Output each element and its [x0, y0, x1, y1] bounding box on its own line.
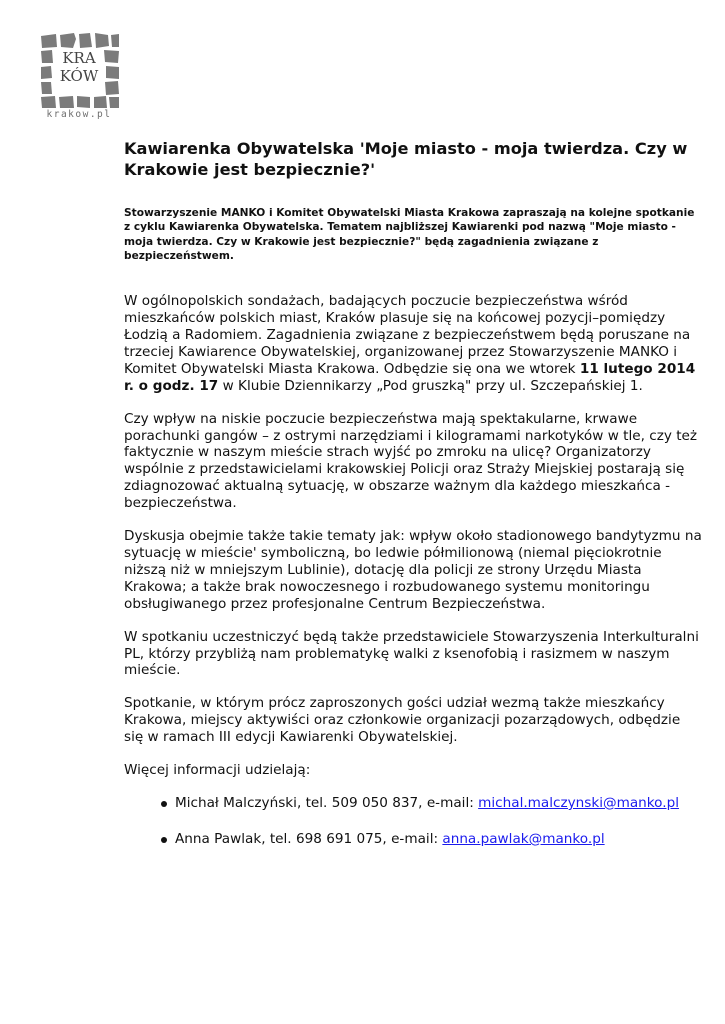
krakow-logo: [38, 30, 120, 122]
paragraph-1: [124, 293, 702, 394]
logo-word-top: KRA: [62, 49, 96, 67]
article-title: Kawiarenka Obywatelska 'Moje miasto - moja twierdza. Czy w Krakowie jest bezpiecznie?': [124, 139, 688, 179]
paragraph-4: W spotkaniu uczestniczyć będą także przedstawiciele Stowarzyszenia Interkulturalni PL, którzy przybliżą nam problematykę walki z ksenofobią i rasizmem w naszym mieście.: [124, 628, 699, 679]
paragraph-1-text-a: W ogólnopolskich sondażach, badających poczucie bezpieczeństwa wśród mieszkańców polskich miast, Kraków plasuje się na końcowej pozycji–pomiędzy Łodzią a Radomiem. Zagadnienia związane z bezpieczeństwem będą poruszane na trzeciej Kawiarence Obywatelskiej, organizowanej przez Stowarzyszenie MANKO i Komitet Obywatelski Miasta Krakowa. Odbędzie się ona we wtorek: [124, 293, 691, 377]
list-item: [124, 795, 702, 812]
email-link[interactable]: anna.pawlak@manko.pl: [442, 830, 605, 847]
paragraph-6: Więcej informacji udzielają:: [124, 762, 311, 779]
event-date: 11 lutego 2014 r. o godz. 17: [124, 360, 696, 394]
email-link[interactable]: michal.malczynski@manko.pl: [478, 794, 679, 811]
bullet-icon: [161, 801, 167, 807]
logo-word-bottom: KÓW: [59, 67, 99, 85]
logo-url: krakow.pl: [46, 109, 112, 120]
article: [124, 138, 702, 867]
article-lead: Stowarzyszenie MANKO i Komitet Obywatelski Miasta Krakowa zapraszają na kolejne spotkanie z cyklu Kawiarenka Obywatelska. Tematem najbliższej Kawiarenki pod nazwą "Moje miasto - moja twierdza. Czy w Krakowie jest bezpiecznie?" będą zagadnienia związane z bezpieczeństwem.: [124, 207, 695, 262]
contact-list: [124, 795, 702, 848]
paragraph-1-text-b: w Klubie Dziennikarzy „Pod gruszką" przy ul. Szczepańskiej 1.: [218, 377, 643, 394]
list-item: [124, 831, 702, 848]
contact-text: Anna Pawlak, tel. 698 691 075, e-mail:: [175, 830, 443, 847]
bullet-icon: [161, 837, 167, 843]
paragraph-3: Dyskusja obejmie także takie tematy jak: wpływ około stadionowego bandytyzmu na sytuację w mieście' symboliczną, bo ledwie półmilionową (niemal pięciokrotnie niższą niż w mniejszym Lublinie), dotację dla policji ze strony Urzędu Miasta Krakowa; a także brak nowoczesnego i rozbudowanego systemu monitoringu obsługiwanego przez profesjonalne Centrum Bezpieczeństwa.: [124, 528, 702, 612]
paragraph-5: Spotkanie, w którym prócz zaproszonych gości udział wezmą także mieszkańcy Krakowa, miejscy aktywiści oraz członkowie organizacji pozarządowych, odbędzie się w ramach III edycji Kawiarenki Obywatelskiej.: [124, 695, 681, 746]
krakow-logo-mark: [38, 30, 120, 110]
paragraph-2: Czy wpływ na niskie poczucie bezpieczeństwa mają spektakularne, krwawe porachunki gangów – z ostrymi narzędziami i kilogramami narkotyków w tle, czy też faktycznie w naszym mieście strach wyjść po zmroku na ulicę? Organizatorzy wspólnie z przedstawicielami krakowskiej Policji oraz Straży Miejskiej postarają się zdiagnozować aktualną sytuację, w obszarze ważnym dla każdego mieszkańca - bezpieczeństwa.: [124, 410, 698, 512]
contact-text: Michał Malczyński, tel. 509 050 837, e-mail:: [175, 794, 479, 811]
